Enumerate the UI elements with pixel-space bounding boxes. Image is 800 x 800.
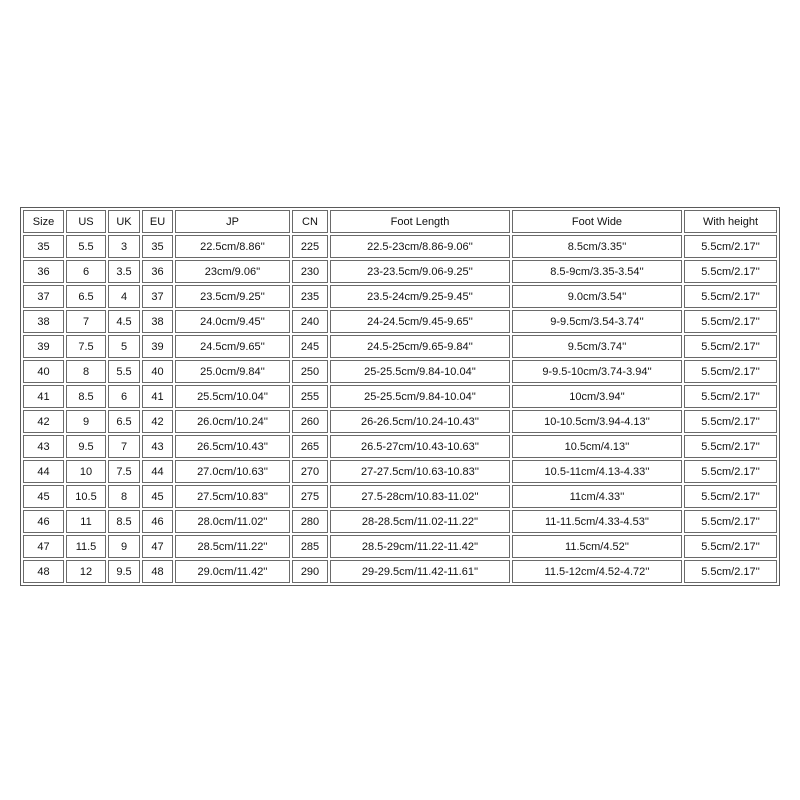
cell-foot-length: 27.5-28cm/10.83-11.02'' <box>330 485 510 508</box>
cell-foot-length: 24.5-25cm/9.65-9.84'' <box>330 335 510 358</box>
cell-cn: 260 <box>292 410 328 433</box>
cell-with-height: 5.5cm/2.17'' <box>684 510 777 533</box>
header-with-height: With height <box>684 210 777 233</box>
cell-eu: 45 <box>142 485 173 508</box>
cell-with-height: 5.5cm/2.17'' <box>684 335 777 358</box>
cell-us: 6 <box>66 260 106 283</box>
cell-uk: 6.5 <box>108 410 140 433</box>
cell-eu: 41 <box>142 385 173 408</box>
header-foot-length: Foot Length <box>330 210 510 233</box>
cell-jp: 29.0cm/11.42'' <box>175 560 290 583</box>
cell-cn: 290 <box>292 560 328 583</box>
cell-foot-wide: 8.5cm/3.35'' <box>512 235 682 258</box>
cell-foot-length: 28-28.5cm/11.02-11.22'' <box>330 510 510 533</box>
cell-uk: 4.5 <box>108 310 140 333</box>
cell-size: 38 <box>23 310 64 333</box>
cell-uk: 6 <box>108 385 140 408</box>
cell-with-height: 5.5cm/2.17'' <box>684 460 777 483</box>
cell-us: 11 <box>66 510 106 533</box>
cell-foot-wide: 9.5cm/3.74'' <box>512 335 682 358</box>
cell-cn: 255 <box>292 385 328 408</box>
cell-cn: 235 <box>292 285 328 308</box>
cell-foot-length: 28.5-29cm/11.22-11.42'' <box>330 535 510 558</box>
cell-eu: 44 <box>142 460 173 483</box>
cell-with-height: 5.5cm/2.17'' <box>684 410 777 433</box>
cell-eu: 42 <box>142 410 173 433</box>
cell-eu: 37 <box>142 285 173 308</box>
cell-jp: 26.5cm/10.43'' <box>175 435 290 458</box>
cell-jp: 28.0cm/11.02'' <box>175 510 290 533</box>
cell-us: 9 <box>66 410 106 433</box>
cell-cn: 240 <box>292 310 328 333</box>
header-cn: CN <box>292 210 328 233</box>
cell-size: 48 <box>23 560 64 583</box>
cell-uk: 9 <box>108 535 140 558</box>
cell-foot-length: 22.5-23cm/8.86-9.06'' <box>330 235 510 258</box>
table-row <box>23 285 777 308</box>
cell-jp: 25.5cm/10.04'' <box>175 385 290 408</box>
cell-uk: 3 <box>108 235 140 258</box>
cell-foot-length: 27-27.5cm/10.63-10.83'' <box>330 460 510 483</box>
cell-size: 45 <box>23 485 64 508</box>
cell-size: 37 <box>23 285 64 308</box>
cell-size: 46 <box>23 510 64 533</box>
table-row <box>23 485 777 508</box>
cell-size: 44 <box>23 460 64 483</box>
cell-jp: 26.0cm/10.24'' <box>175 410 290 433</box>
cell-jp: 22.5cm/8.86'' <box>175 235 290 258</box>
cell-us: 7 <box>66 310 106 333</box>
cell-foot-wide: 10.5cm/4.13'' <box>512 435 682 458</box>
cell-jp: 27.5cm/10.83'' <box>175 485 290 508</box>
cell-cn: 225 <box>292 235 328 258</box>
cell-eu: 38 <box>142 310 173 333</box>
cell-us: 9.5 <box>66 435 106 458</box>
table-row <box>23 310 777 333</box>
cell-with-height: 5.5cm/2.17'' <box>684 435 777 458</box>
cell-size: 47 <box>23 535 64 558</box>
cell-us: 7.5 <box>66 335 106 358</box>
cell-foot-length: 24-24.5cm/9.45-9.65'' <box>330 310 510 333</box>
cell-us: 6.5 <box>66 285 106 308</box>
cell-with-height: 5.5cm/2.17'' <box>684 285 777 308</box>
cell-cn: 250 <box>292 360 328 383</box>
cell-with-height: 5.5cm/2.17'' <box>684 385 777 408</box>
table-row <box>23 560 777 583</box>
cell-cn: 275 <box>292 485 328 508</box>
cell-eu: 47 <box>142 535 173 558</box>
cell-cn: 285 <box>292 535 328 558</box>
header-foot-wide: Foot Wide <box>512 210 682 233</box>
table-row <box>23 410 777 433</box>
cell-foot-length: 26.5-27cm/10.43-10.63'' <box>330 435 510 458</box>
cell-foot-wide: 10.5-11cm/4.13-4.33'' <box>512 460 682 483</box>
cell-eu: 43 <box>142 435 173 458</box>
cell-foot-length: 23.5-24cm/9.25-9.45'' <box>330 285 510 308</box>
table-row <box>23 260 777 283</box>
cell-foot-length: 26-26.5cm/10.24-10.43'' <box>330 410 510 433</box>
table-row <box>23 335 777 358</box>
cell-cn: 280 <box>292 510 328 533</box>
header-uk: UK <box>108 210 140 233</box>
cell-us: 5.5 <box>66 235 106 258</box>
cell-jp: 27.0cm/10.63'' <box>175 460 290 483</box>
cell-jp: 24.0cm/9.45'' <box>175 310 290 333</box>
cell-uk: 3.5 <box>108 260 140 283</box>
cell-jp: 23.5cm/9.25'' <box>175 285 290 308</box>
header-eu: EU <box>142 210 173 233</box>
cell-with-height: 5.5cm/2.17'' <box>684 310 777 333</box>
cell-foot-length: 25-25.5cm/9.84-10.04'' <box>330 385 510 408</box>
table-row <box>23 385 777 408</box>
table-row <box>23 360 777 383</box>
cell-eu: 35 <box>142 235 173 258</box>
cell-size: 40 <box>23 360 64 383</box>
cell-uk: 4 <box>108 285 140 308</box>
cell-cn: 265 <box>292 435 328 458</box>
cell-us: 11.5 <box>66 535 106 558</box>
size-table-body <box>23 235 777 583</box>
table-row <box>23 235 777 258</box>
cell-foot-wide: 8.5-9cm/3.35-3.54'' <box>512 260 682 283</box>
cell-with-height: 5.5cm/2.17'' <box>684 360 777 383</box>
cell-foot-wide: 9-9.5-10cm/3.74-3.94'' <box>512 360 682 383</box>
cell-jp: 23cm/9.06'' <box>175 260 290 283</box>
cell-size: 42 <box>23 410 64 433</box>
cell-size: 35 <box>23 235 64 258</box>
cell-size: 41 <box>23 385 64 408</box>
cell-us: 10.5 <box>66 485 106 508</box>
cell-cn: 230 <box>292 260 328 283</box>
cell-foot-wide: 10cm/3.94'' <box>512 385 682 408</box>
table-row <box>23 535 777 558</box>
cell-foot-wide: 11-11.5cm/4.33-4.53'' <box>512 510 682 533</box>
cell-us: 8.5 <box>66 385 106 408</box>
cell-foot-wide: 11.5cm/4.52'' <box>512 535 682 558</box>
cell-foot-length: 25-25.5cm/9.84-10.04'' <box>330 360 510 383</box>
cell-foot-wide: 9-9.5cm/3.54-3.74'' <box>512 310 682 333</box>
header-jp: JP <box>175 210 290 233</box>
cell-eu: 46 <box>142 510 173 533</box>
table-row <box>23 460 777 483</box>
cell-uk: 7.5 <box>108 460 140 483</box>
cell-us: 10 <box>66 460 106 483</box>
cell-foot-wide: 10-10.5cm/3.94-4.13'' <box>512 410 682 433</box>
cell-foot-wide: 11.5-12cm/4.52-4.72'' <box>512 560 682 583</box>
cell-size: 36 <box>23 260 64 283</box>
cell-with-height: 5.5cm/2.17'' <box>684 535 777 558</box>
cell-jp: 25.0cm/9.84'' <box>175 360 290 383</box>
header-row <box>23 210 777 233</box>
cell-eu: 36 <box>142 260 173 283</box>
header-us: US <box>66 210 106 233</box>
cell-uk: 7 <box>108 435 140 458</box>
header-size: Size <box>23 210 64 233</box>
table-row <box>23 510 777 533</box>
cell-uk: 8 <box>108 485 140 508</box>
cell-foot-length: 23-23.5cm/9.06-9.25'' <box>330 260 510 283</box>
cell-with-height: 5.5cm/2.17'' <box>684 260 777 283</box>
cell-eu: 40 <box>142 360 173 383</box>
cell-foot-length: 29-29.5cm/11.42-11.61'' <box>330 560 510 583</box>
cell-us: 8 <box>66 360 106 383</box>
cell-with-height: 5.5cm/2.17'' <box>684 560 777 583</box>
cell-foot-wide: 9.0cm/3.54'' <box>512 285 682 308</box>
cell-uk: 5 <box>108 335 140 358</box>
cell-jp: 24.5cm/9.65'' <box>175 335 290 358</box>
cell-jp: 28.5cm/11.22'' <box>175 535 290 558</box>
cell-us: 12 <box>66 560 106 583</box>
cell-eu: 48 <box>142 560 173 583</box>
cell-with-height: 5.5cm/2.17'' <box>684 235 777 258</box>
cell-foot-wide: 11cm/4.33'' <box>512 485 682 508</box>
cell-cn: 270 <box>292 460 328 483</box>
table-row <box>23 435 777 458</box>
cell-with-height: 5.5cm/2.17'' <box>684 485 777 508</box>
cell-size: 43 <box>23 435 64 458</box>
cell-uk: 9.5 <box>108 560 140 583</box>
cell-uk: 8.5 <box>108 510 140 533</box>
cell-size: 39 <box>23 335 64 358</box>
cell-eu: 39 <box>142 335 173 358</box>
cell-cn: 245 <box>292 335 328 358</box>
cell-uk: 5.5 <box>108 360 140 383</box>
size-chart-table <box>20 207 780 586</box>
